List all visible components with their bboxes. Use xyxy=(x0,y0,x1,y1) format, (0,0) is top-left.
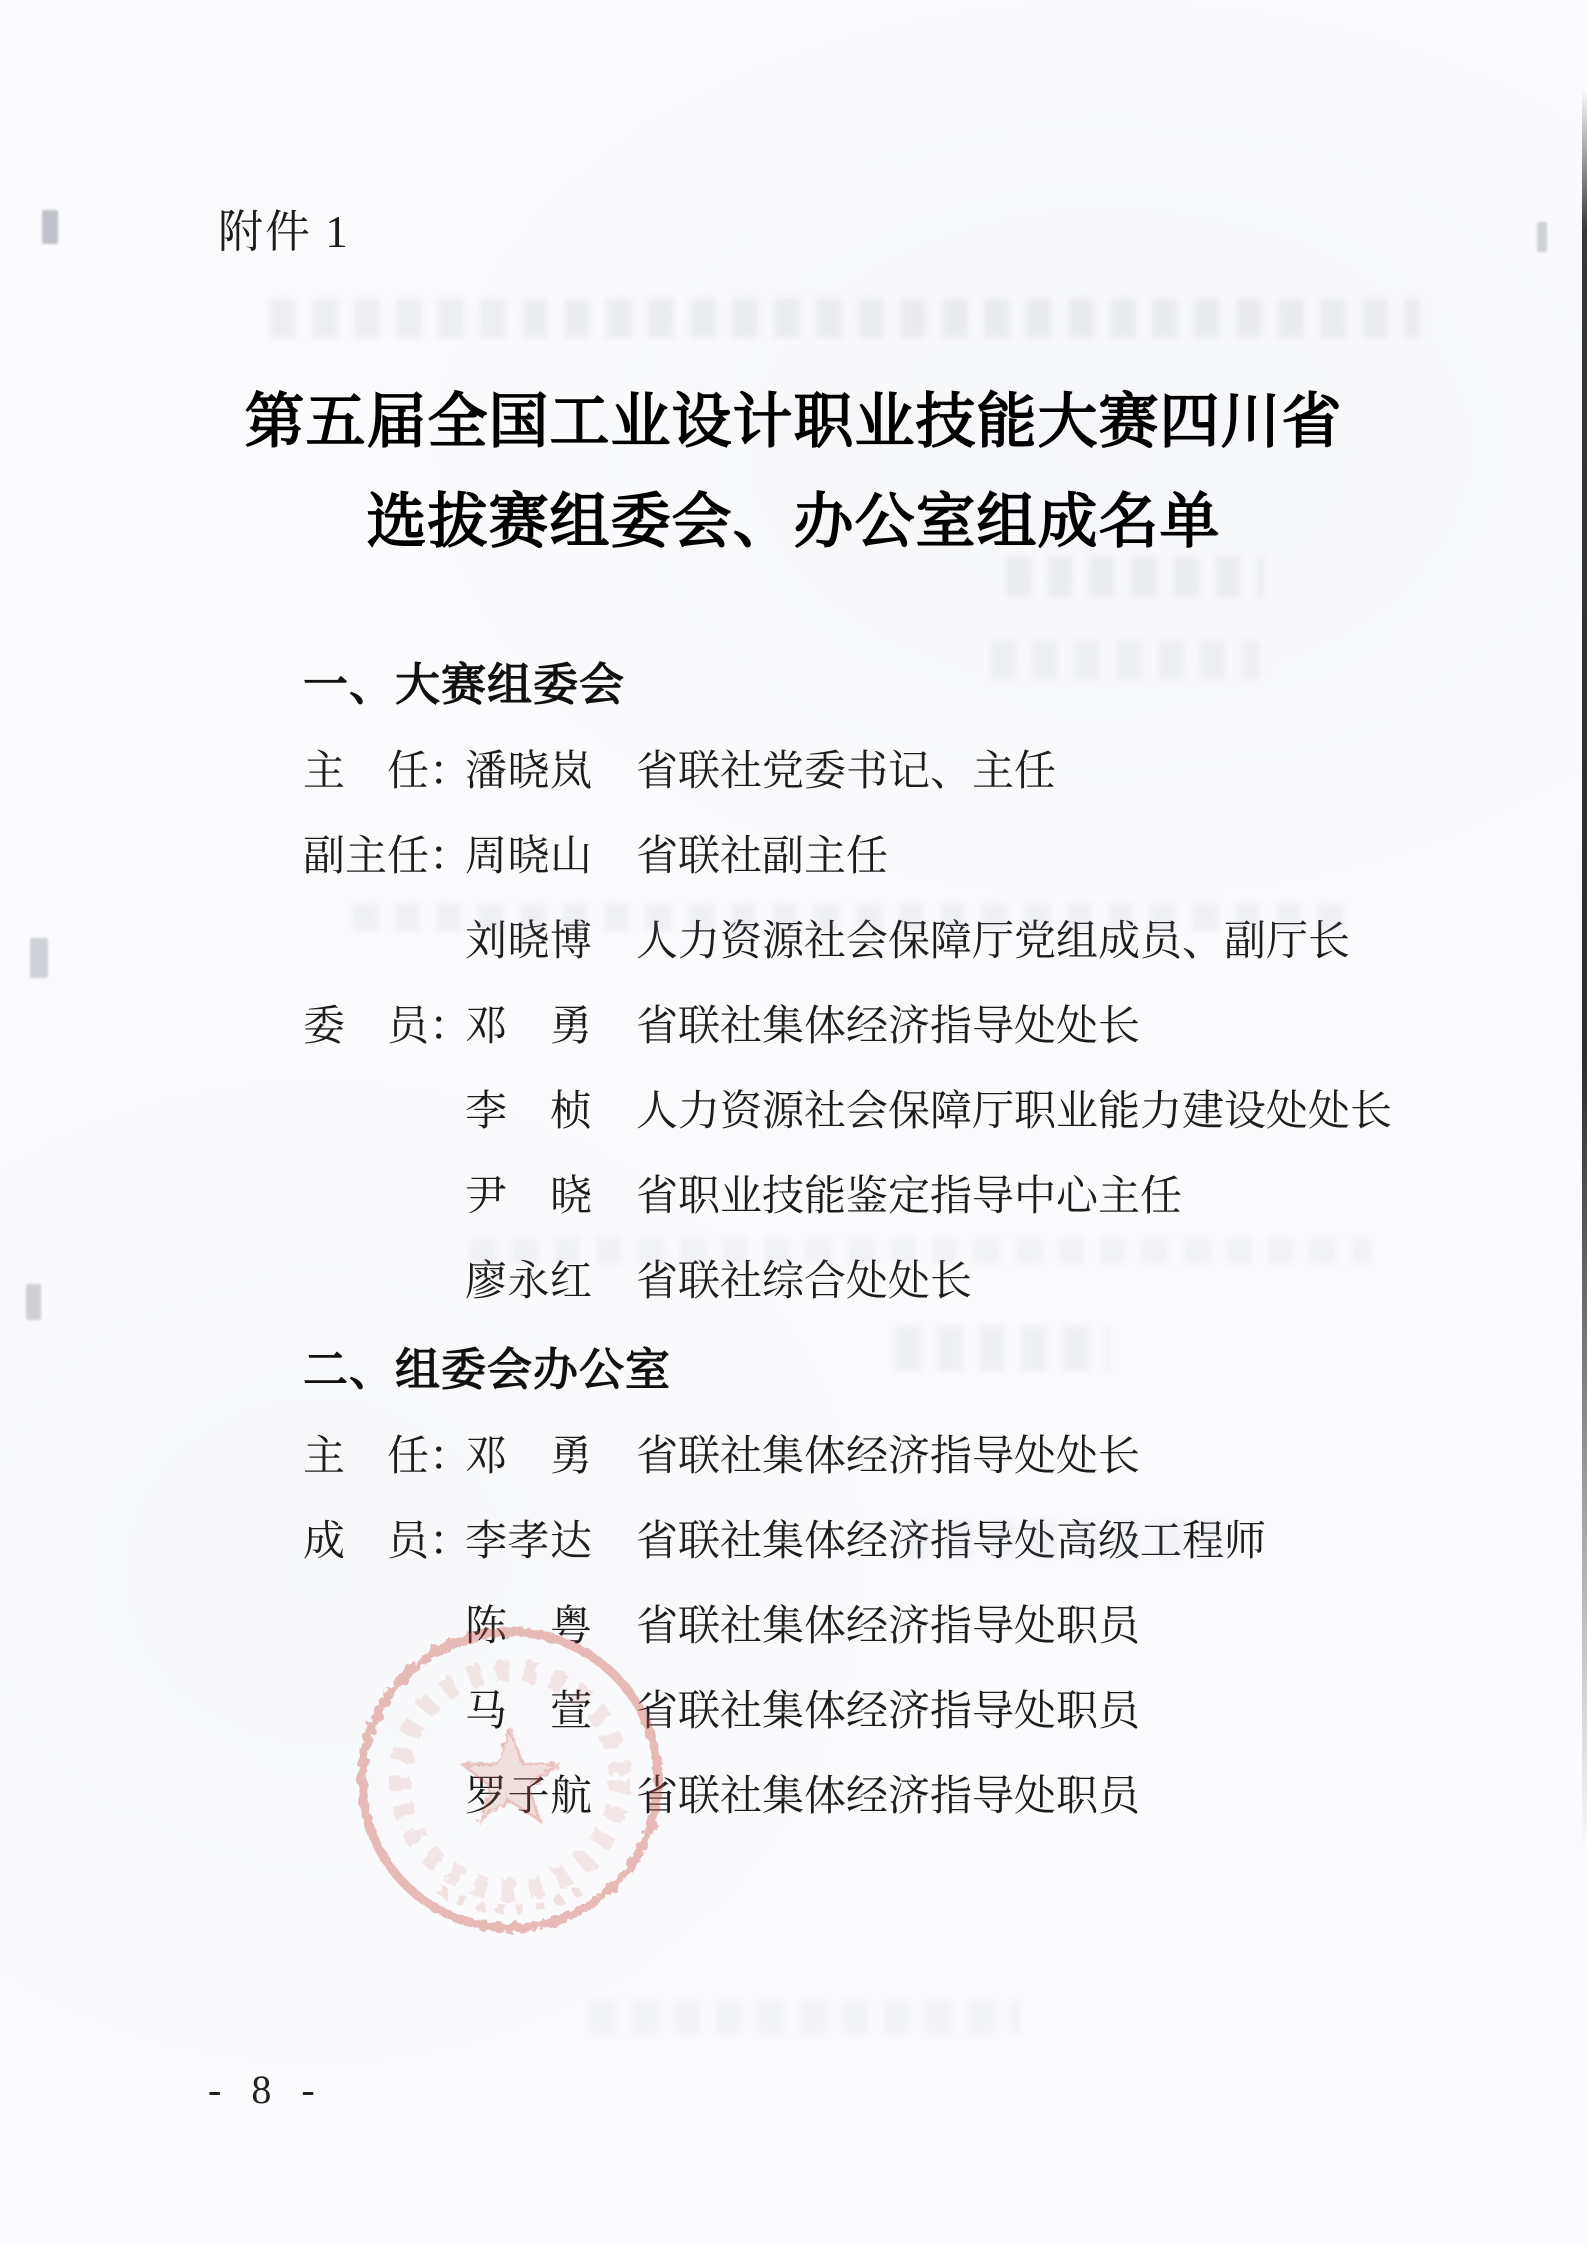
person-name: 罗子航 xyxy=(465,1774,592,1820)
document-title-line2: 选拔赛组委会、办公室组成名单 xyxy=(366,488,1221,555)
person-title: 省联社集体经济指导处处长 xyxy=(636,1434,1141,1480)
person-title: 人力资源社会保障厅党组成员、副厅长 xyxy=(636,919,1351,965)
bleedthrough-mark xyxy=(270,298,1420,338)
committee-row xyxy=(303,1435,1483,1479)
role-label xyxy=(303,1090,437,1134)
scan-speck xyxy=(30,938,48,978)
committee-row xyxy=(303,1605,1483,1649)
person-title: 省联社集体经济指导处处长 xyxy=(636,1004,1141,1050)
bleedthrough-mark xyxy=(590,2000,1020,2034)
committee-row xyxy=(303,920,1483,964)
person-name: 李孝达 xyxy=(465,1519,592,1565)
committee-row xyxy=(303,1090,1483,1134)
person-name: 潘晓岚 xyxy=(465,749,592,795)
scan-speck xyxy=(26,1284,41,1320)
role-label xyxy=(303,1775,437,1819)
committee-row xyxy=(303,1175,1483,1219)
scan-edge-shadow xyxy=(1582,90,1587,1850)
person-name: 刘晓博 xyxy=(465,919,592,965)
role-label xyxy=(303,920,437,964)
seal-bottom-text-arc xyxy=(440,1890,580,1910)
person-name: 陈 粤 xyxy=(465,1604,592,1650)
role-label: 主 任： xyxy=(303,1434,472,1480)
role-label: 成 员： xyxy=(303,1519,472,1565)
role-label xyxy=(303,1260,437,1304)
role-label xyxy=(303,1605,437,1649)
role-label xyxy=(303,1690,437,1734)
committee-row xyxy=(303,1005,1483,1049)
section-competition-committee xyxy=(303,660,1483,1304)
page-number: - 8 - xyxy=(208,2067,325,2112)
section-heading: 二、组委会办公室 xyxy=(303,1344,672,1395)
person-name: 尹 晓 xyxy=(465,1174,592,1220)
role-label xyxy=(303,1175,437,1219)
document-title-line1: 第五届全国工业设计职业技能大赛四川省 xyxy=(244,388,1343,455)
person-title: 省联社集体经济指导处职员 xyxy=(636,1774,1141,1820)
person-name: 邓 勇 xyxy=(465,1004,592,1050)
person-title: 省职业技能鉴定指导中心主任 xyxy=(636,1174,1183,1220)
person-title: 省联社副主任 xyxy=(636,834,889,880)
person-title: 省联社党委书记、主任 xyxy=(636,749,1057,795)
role-label: 主 任： xyxy=(303,749,472,795)
person-name: 李 桢 xyxy=(465,1089,592,1135)
person-title: 省联社集体经济指导处高级工程师 xyxy=(636,1519,1267,1565)
person-title: 省联社综合处处长 xyxy=(636,1259,973,1305)
section-heading: 一、大赛组委会 xyxy=(303,659,626,710)
scan-speck xyxy=(42,210,58,244)
section-committee-office xyxy=(303,1345,1483,1819)
name-list xyxy=(303,660,1483,1860)
attachment-label: 附件 1 xyxy=(218,207,350,257)
committee-row xyxy=(303,1775,1483,1819)
person-title: 人力资源社会保障厅职业能力建设处处长 xyxy=(636,1089,1393,1135)
document-title xyxy=(0,372,1587,572)
committee-row xyxy=(303,750,1483,794)
committee-row xyxy=(303,1690,1483,1734)
role-label: 委 员： xyxy=(303,1004,472,1050)
committee-row xyxy=(303,1260,1483,1304)
person-title: 省联社集体经济指导处职员 xyxy=(636,1604,1141,1650)
person-name: 马 萱 xyxy=(465,1689,592,1735)
committee-row xyxy=(303,1520,1483,1564)
person-name: 周晓山 xyxy=(465,834,592,880)
committee-row xyxy=(303,835,1483,879)
person-name: 廖永红 xyxy=(465,1259,592,1305)
person-name: 邓 勇 xyxy=(465,1434,592,1480)
role-label: 副主任： xyxy=(303,834,472,880)
person-title: 省联社集体经济指导处职员 xyxy=(636,1689,1141,1735)
scan-speck xyxy=(1537,222,1547,252)
